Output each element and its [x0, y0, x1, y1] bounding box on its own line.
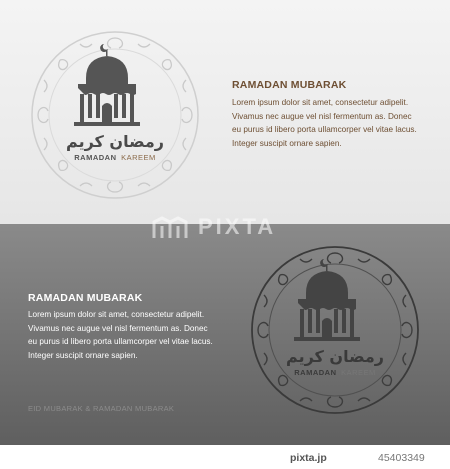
emblem-caption-b: KAREEM — [341, 368, 376, 377]
top-card-title: RAMADAN MUBARAK — [232, 79, 347, 91]
pixta-logo-icon — [150, 214, 190, 240]
watermark — [150, 214, 276, 240]
arabic-calligraphy: رمضان كريم — [66, 132, 164, 151]
emblem-caption — [74, 153, 156, 162]
top-card-line: Integer suscipit ornare sapien. — [232, 138, 342, 148]
top-emblem — [30, 30, 200, 200]
top-card-body — [232, 96, 444, 150]
bottom-card-title: RAMADAN MUBARAK — [28, 292, 143, 304]
top-card-line: Lorem ipsum dolor sit amet, consectetur adipelit. — [232, 98, 409, 107]
bottom-emblem — [250, 245, 420, 415]
arabic-calligraphy: رمضان كريم — [286, 347, 384, 366]
bottom-card-line: Integer suscipit ornare sapien. — [28, 350, 138, 360]
bottom-card-line: Vivamus nec augue vel nisl fermentum as. Donec — [28, 323, 208, 333]
footer-image-id: 45403349 — [378, 452, 425, 464]
emblem-caption — [294, 368, 376, 377]
emblem-caption-a: RAMADAN — [294, 368, 337, 377]
bottom-card-line: eu purus id libero porta ullamcorper vel vitae lacus. — [28, 337, 213, 346]
bottom-card-line: Lorem ipsum dolor sit amet, consectetur adipelit. — [28, 310, 205, 319]
emblem-caption-b: KAREEM — [121, 153, 156, 162]
top-card-line: eu purus id libero porta ullamcorper vel vitae lacus. — [232, 125, 417, 134]
bottom-card-body — [28, 308, 238, 362]
emblem-caption-a: RAMADAN — [74, 153, 117, 162]
footer-brand: pixta.jp — [290, 452, 327, 464]
top-card-line: Vivamus nec augue vel nisl fermentum as. Donec — [232, 111, 412, 121]
tagline: EID MUBARAK & RAMADAN MUBARAK — [28, 404, 175, 413]
watermark-brand: PIXTA — [198, 214, 277, 239]
